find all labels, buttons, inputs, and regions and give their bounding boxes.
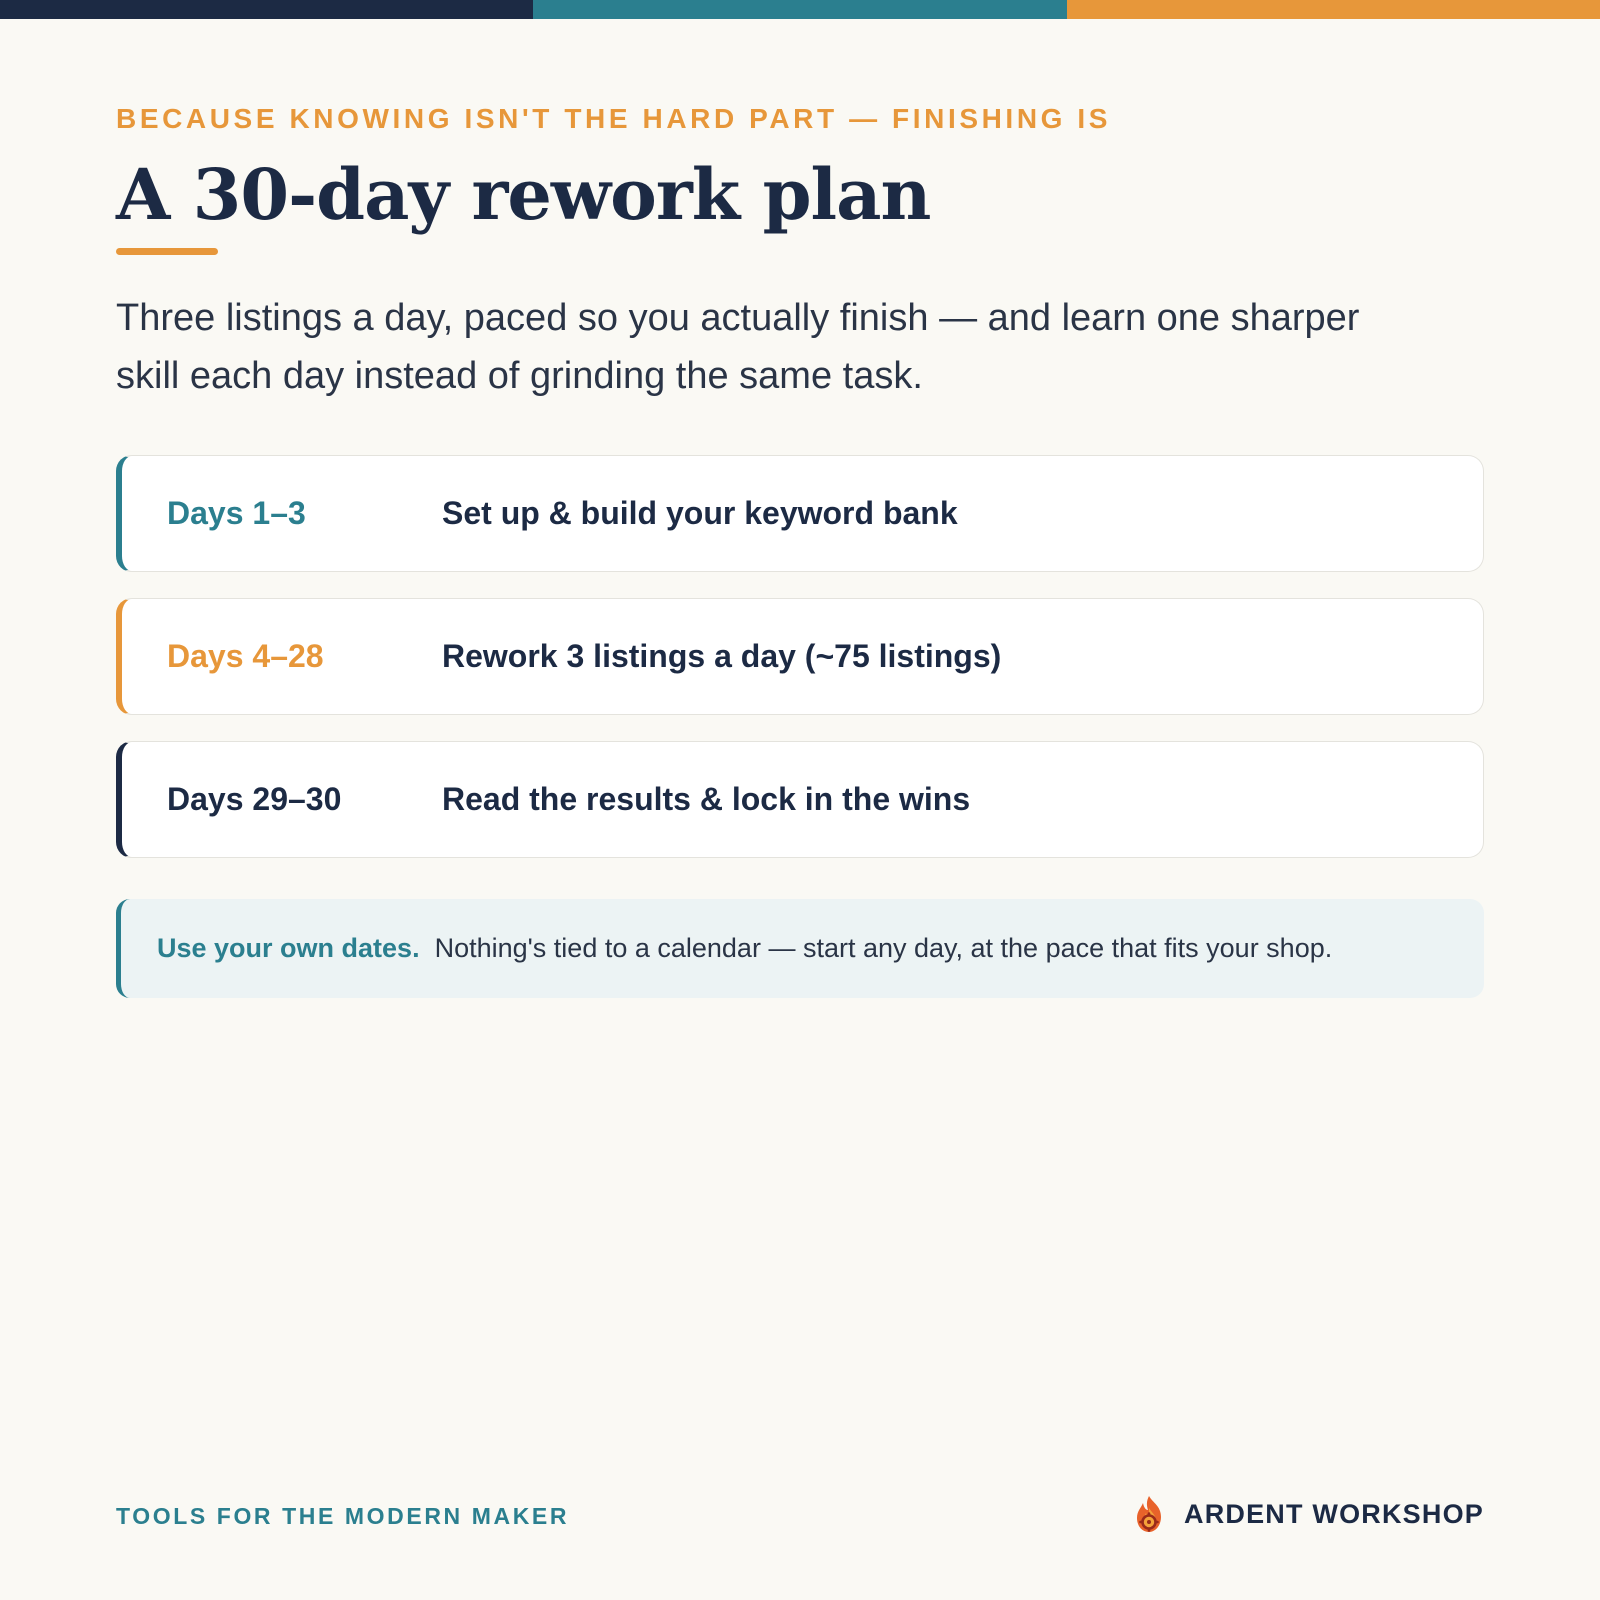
plan-row-task: Read the results & lock in the wins — [442, 781, 971, 817]
title-underline — [116, 248, 218, 255]
plan-row-task: Set up & build your keyword bank — [442, 495, 958, 531]
note-text: Nothing's tied to a calendar — start any day, at the pace that fits your shop. — [434, 933, 1333, 963]
top-bar-segment-navy — [0, 0, 533, 19]
plan-row-rework — [116, 598, 1484, 715]
top-color-bar — [0, 0, 1600, 19]
note-lead: Use your own dates. — [157, 933, 420, 963]
lede-paragraph: Three listings a day, paced so you actually finish — and learn one sharper skill each day instead of grinding the same task. — [116, 297, 1360, 397]
plan-row-days: Days 4–28 — [167, 638, 324, 674]
eyebrow: BECAUSE KNOWING ISN'T THE HARD PART — FINISHING IS — [116, 103, 1112, 134]
plan-list — [116, 455, 1484, 884]
plan-row-days: Days 1–3 — [167, 495, 306, 531]
footer-tagline: TOOLS FOR THE MODERN MAKER — [116, 1503, 570, 1529]
flame-gear-icon — [1130, 1494, 1168, 1534]
dates-note — [116, 899, 1484, 998]
plan-row-results — [116, 741, 1484, 858]
page-title: A 30-day rework plan — [116, 153, 931, 236]
brand-name: ARDENT WORKSHOP — [1184, 1498, 1484, 1529]
top-bar-segment-teal — [533, 0, 1066, 19]
plan-row-days: Days 29–30 — [167, 781, 342, 817]
brand-lockup — [1130, 1494, 1484, 1534]
plan-row-setup — [116, 455, 1484, 572]
plan-row-task: Rework 3 listings a day (~75 listings) — [442, 638, 1002, 674]
top-bar-segment-orange — [1067, 0, 1600, 19]
